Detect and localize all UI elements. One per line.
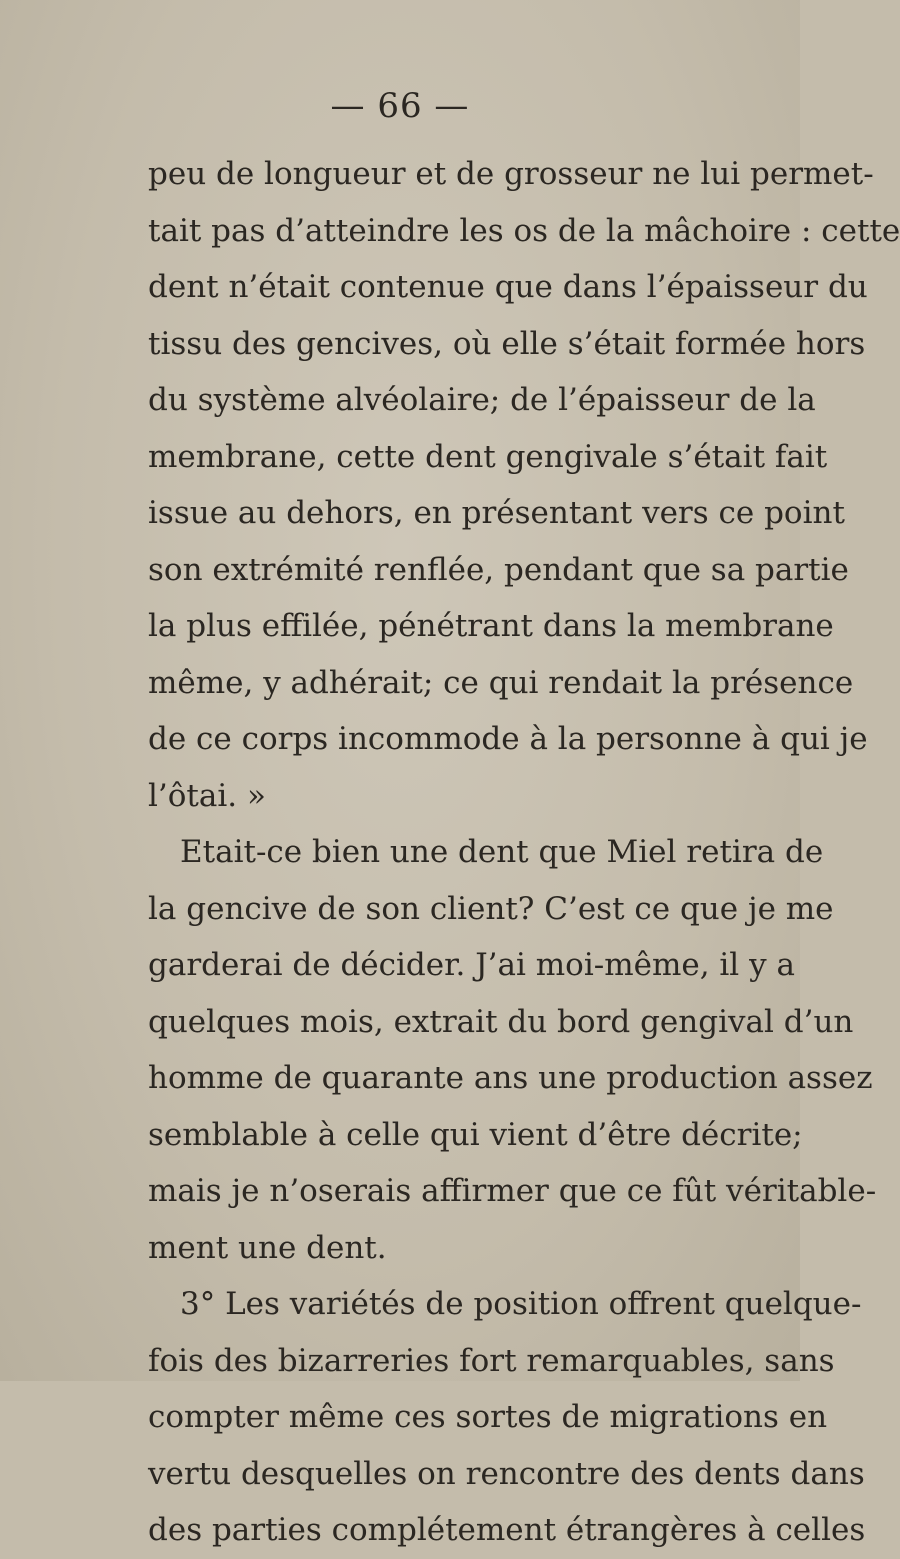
text-line: compter même ces sortes de migrations en xyxy=(148,1399,828,1435)
text-line: issue au dehors, en présentant vers ce point xyxy=(148,495,845,531)
page-number: — 66 — xyxy=(330,86,470,126)
text-line: quelques mois, extrait du bord gengival d’un xyxy=(148,1003,854,1040)
text-line: l’ôtai. » xyxy=(148,777,266,814)
text-line: fois des bizarreries fort remarquables, sans xyxy=(148,1342,835,1379)
text-line: de ce corps incommode à la personne à qui je xyxy=(148,721,868,757)
text-line: ment une dent. xyxy=(148,1229,387,1266)
text-line: la gencive de son client? C’est ce que je me xyxy=(148,890,834,927)
text-line: la plus effilée, pénétrant dans la membrane xyxy=(148,608,834,644)
text-line: membrane, cette dent gengivale s’était fait xyxy=(148,438,828,475)
text-line: du système alvéolaire; de l’épaisseur de la xyxy=(148,382,816,418)
text-line: peu de longueur et de grosseur ne lui permet- xyxy=(148,156,874,192)
text-line: tissu des gencives, où elle s’était formée hors xyxy=(148,325,866,362)
text-line: 3° Les variétés de position offrent quelque- xyxy=(180,1286,862,1322)
text-line: dent n’était contenue que dans l’épaisseur du xyxy=(148,269,868,305)
text-line: Etait-ce bien une dent que Miel retira de xyxy=(180,834,824,870)
text-line: des parties complétement étrangères à celles xyxy=(148,1512,866,1548)
text-line: vertu desquelles on rencontre des dents dans xyxy=(148,1455,865,1492)
text-line: semblable à celle qui vient d’être décrite; xyxy=(148,1116,803,1153)
text-line: mais je n’oserais affirmer que ce fût véritable- xyxy=(148,1173,877,1209)
text-line: son extrémité renflée, pendant que sa partie xyxy=(148,551,849,588)
text-line: même, y adhérait; ce qui rendait la présence xyxy=(148,664,854,701)
text-line: homme de quarante ans une production assez xyxy=(148,1060,873,1096)
text-line: tait pas d’atteindre les os de la mâchoire : cette xyxy=(148,212,900,249)
body-text xyxy=(148,146,900,1559)
text-line: garderai de décider. J’ai moi-même, il y a xyxy=(148,947,795,983)
